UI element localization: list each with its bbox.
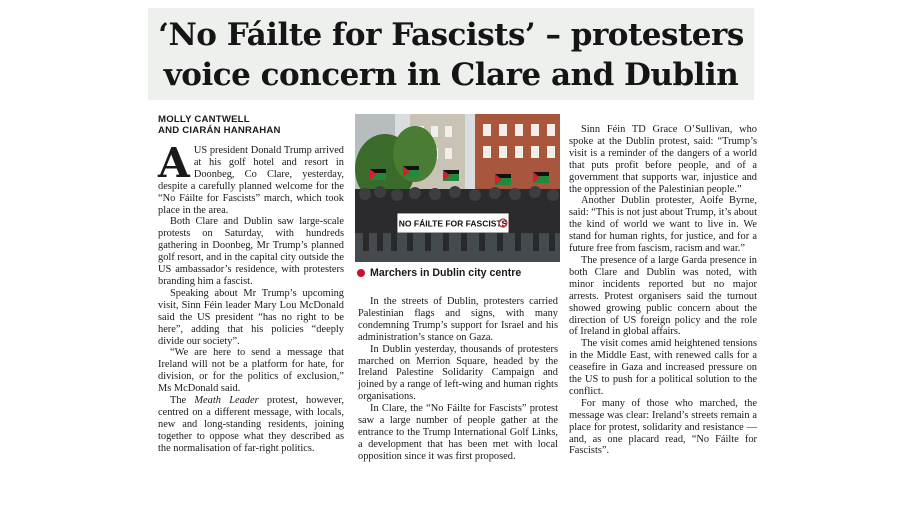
- paragraph: “We are here to send a message that Ireland will not be a platform for hate, for division, or for the politics of exclusion,” Ms McDonald said.: [158, 347, 344, 395]
- paragraph: For many of those who marched, the message was clear: Ireland’s streets remain a place for protest, solidarity and resistance — and, as one placard read, “No Fáilte for Fascists”.: [569, 397, 757, 457]
- paragraph: Speaking about Mr Trump’s upcoming visit, Sinn Féin leader Mary Lou McDonald said the US president “has no right to be here”, adding that his policies “deeply divide our society”.: [158, 287, 344, 347]
- lead-paragraph-text: US president Donald Trump arrived at his golf hotel and resort in Doonbeg, Co Clare, yesterday, despite a carefully planned welcome for the “No Fáilte for Fascists” march, which took place in the area.: [158, 145, 344, 216]
- article-column-1: [158, 139, 344, 455]
- byline-line-1: MOLLY CANTWELL: [158, 114, 250, 125]
- publication-name: Meath Leader: [194, 395, 259, 407]
- photo-caption: [357, 267, 521, 279]
- byline-line-2: AND CIARÁN HANRAHAN: [158, 125, 281, 136]
- headline-line-1: ‘No Fáilte for Fascists’ – protesters: [158, 17, 744, 53]
- drop-cap: A: [158, 139, 190, 187]
- byline: [158, 114, 281, 136]
- article-column-2: [358, 296, 558, 463]
- caption-bullet-icon: [357, 269, 365, 277]
- paragraph: In Clare, the “No Fáilte for Fascists” protest saw a large number of people gather at the entrance to the Trump International Golf Links, a development that has been met with local opposition since it was first proposed.: [358, 403, 558, 462]
- banner-text: NO FÁILTE FOR FASCISTS: [398, 218, 508, 229]
- article-column-3: [569, 124, 757, 457]
- headline-line-2: voice concern in Clare and Dublin: [163, 57, 739, 93]
- paragraph: The visit comes amid heightened tensions in the Middle East, with renewed calls for a ceasefire in Gaza and increased pressure on the US to push for a political solution to the conflict.: [569, 338, 757, 397]
- caption-text: Marchers in Dublin city centre: [370, 267, 522, 279]
- paragraph: In the streets of Dublin, protesters carried Palestinian flags and signs, with many condemning Trump’s support for Israel and his administration’s stance on Gaza.: [358, 296, 558, 343]
- paragraph: Sinn Féin TD Grace O’Sullivan, who spoke at the Dublin protest, said: “Trump’s visit is a reminder of the dangers of a world that puts profit before people, and of a government that supports war, injustice and the oppression of the Palestinian people.”: [569, 124, 757, 195]
- paragraph: Both Clare and Dublin saw large-scale protests on Saturday, with hundreds gathering in Doonbeg, Mr Trump’s planned golf resort, and in the capital city outside the US ambassador’s residence, with protesters branding him a fascist.: [158, 216, 344, 287]
- paragraph: In Dublin yesterday, thousands of protesters marched on Merrion Square, headed by the Ireland Palestine Solidarity Campaign and joined by a range of left-wing and human rights organisations.: [358, 343, 558, 403]
- headline-block: [148, 8, 754, 100]
- paragraph: The presence of a large Garda presence in both Clare and Dublin was noted, with minor incidents reported but no major arrests. Protest organisers said the turnout showed growing public concern about the direction of US foreign policy and the role of Ireland in global affairs.: [569, 254, 757, 338]
- paragraph-text: The: [170, 395, 195, 407]
- paragraph: [158, 139, 344, 216]
- paragraph-text: protest, however, centred on a different message, with locals, new and long-standing residents, joining together to oppose what they described as the normalisation of far-right politics.: [158, 395, 344, 454]
- paragraph: Another Dublin protester, Aoife Byrne, said: “This is not just about Trump, it’s about the kind of world we want to live in. We stand for human rights, for justice, and for a future free from fascism, racism and war.”: [569, 195, 757, 255]
- protest-photo: [355, 114, 560, 262]
- paragraph: [158, 395, 344, 455]
